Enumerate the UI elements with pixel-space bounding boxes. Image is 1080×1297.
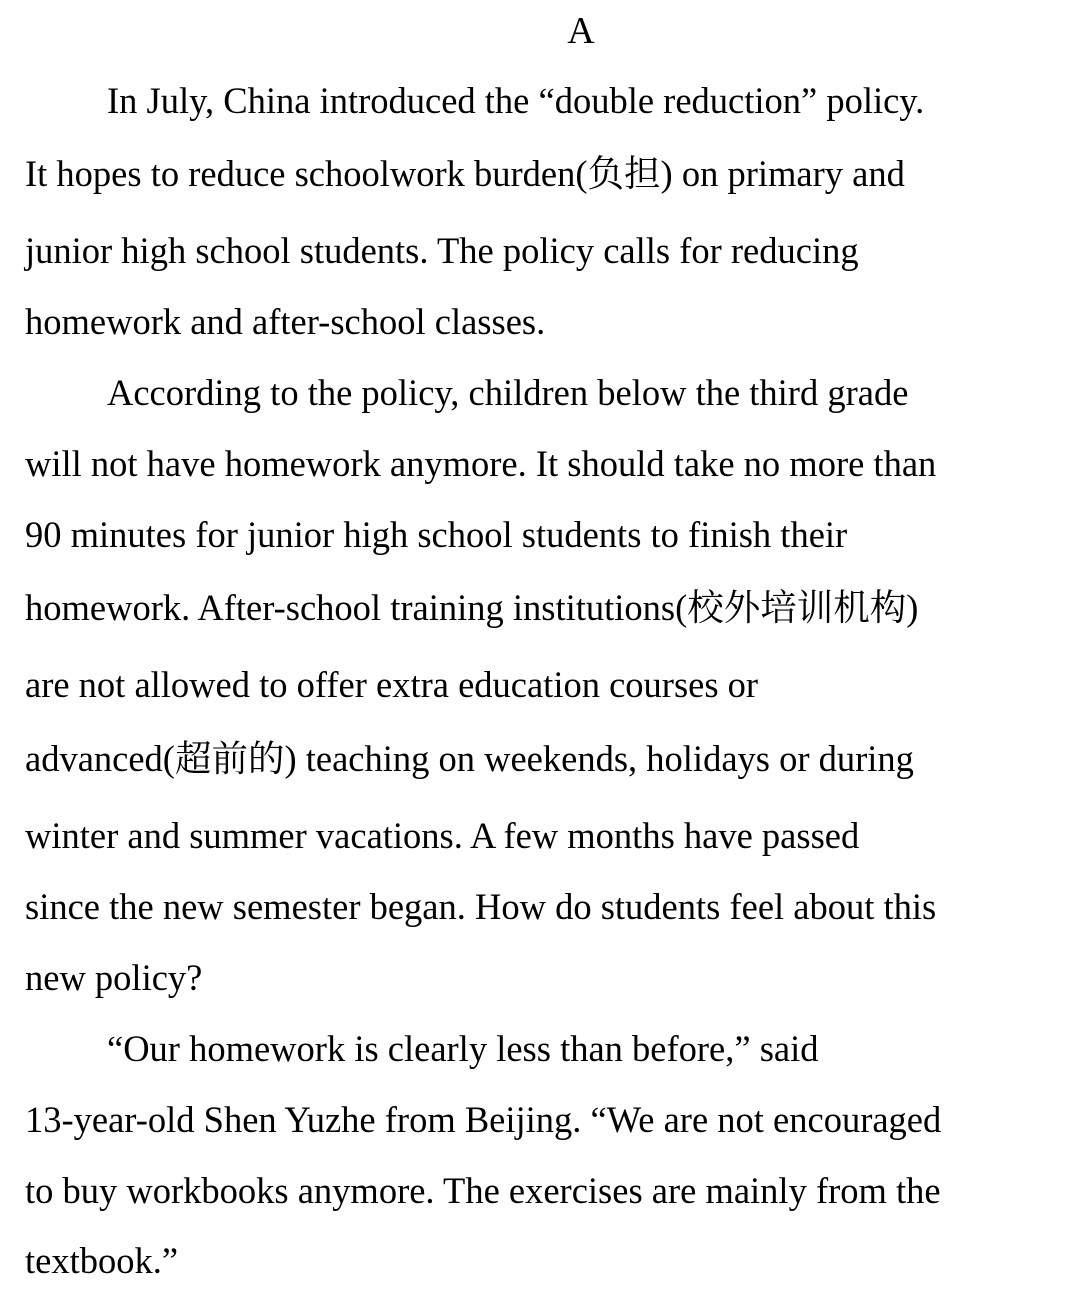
text-line: to buy workbooks anymore. The exercises are mainly from the [25,1170,941,1211]
text-line: are not allowed to offer extra education courses or [25,664,759,705]
text-line: will not have homework anymore. It should take no more than [25,443,937,484]
text-line: new policy? [25,957,203,998]
section-label: A [567,10,595,52]
text-line: 13-year-old Shen Yuzhe from Beijing. “We are not encouraged [25,1099,942,1140]
text-line: In July, China introduced the “double reduction” policy. [107,80,925,121]
text-line: homework and after-school classes. [25,301,546,342]
text-line: homework. After-school training institutions(校外培训机构) [25,587,919,628]
text-line: since the new semester began. How do students feel about this [25,886,937,927]
text-line: advanced(超前的) teaching on weekends, holidays or during [25,738,914,779]
text-line: winter and summer vacations. A few months have passed [25,815,860,856]
text-line: It hopes to reduce schoolwork burden(负担) on primary and [25,153,905,194]
text-line: textbook.” [25,1240,179,1281]
text-line: “Our homework is clearly less than before,” said [107,1028,819,1069]
text-line: 90 minutes for junior high school students to finish their [25,514,848,555]
text-line: junior high school students. The policy calls for reducing [25,230,859,271]
text-line: According to the policy, children below the third grade [107,372,909,413]
